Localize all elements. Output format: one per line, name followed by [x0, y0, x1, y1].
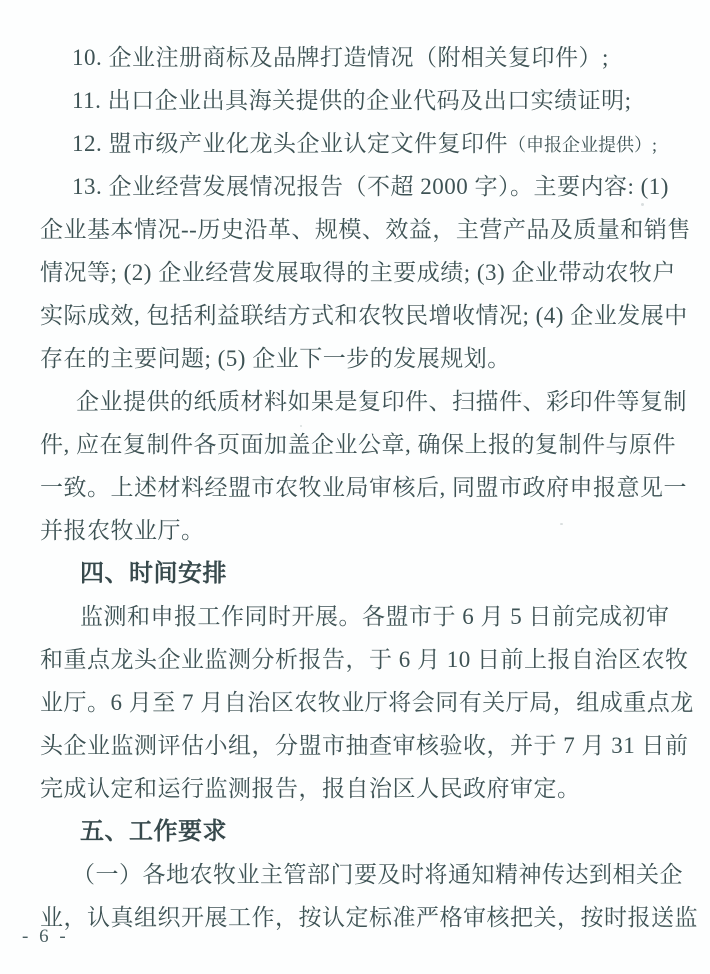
paragraph-line: 实际成效, 包括利益联结方式和农牧民增收情况; (4) 企业发展中 [40, 303, 688, 328]
paragraph-line: 件, 应在复制件各页面加盖企业公章, 确保上报的复制件与原件 [40, 432, 676, 457]
scan-speckle [300, 425, 302, 427]
list-item-12-note: （申报企业提供）; [508, 135, 658, 155]
list-item-11: 11. 出口企业出具海关提供的企业代码及出口实绩证明; [72, 88, 632, 113]
list-item-10: 10. 企业注册商标及品牌打造情况（附相关复印件）; [72, 45, 609, 70]
paragraph-line: 业厅。6 月至 7 月自治区农牧业厅将会同有关厅局，组成重点龙 [40, 690, 694, 715]
paragraph-line: 存在的主要问题; (5) 企业下一步的发展规划。 [40, 346, 511, 371]
section-heading-5-work-requirements: 五、工作要求 [80, 818, 227, 845]
list-item-13: 13. 企业经营发展情况报告（不超 2000 字）。主要内容: (1) [72, 174, 669, 199]
page-number: - 6 - [22, 926, 69, 947]
document-text-block [40, 36, 698, 939]
paragraph-line: 头企业监测评估小组，分盟市抽查审核验收，并于 7 月 31 日前 [40, 733, 689, 758]
paragraph-line: 企业提供的纸质材料如果是复印件、扫描件、彩印件等复制 [76, 389, 687, 414]
paragraph-line: （一）各地农牧业主管部门要及时将通知精神传达到相关企 [72, 862, 683, 887]
list-item-12-main: 12. 盟市级产业化龙头企业认定文件复印件 [72, 131, 508, 156]
paragraph-line: 完成认定和运行监测报告，报自治区人民政府审定。 [40, 776, 581, 801]
section-heading-4-time-arrangement: 四、时间安排 [80, 560, 227, 587]
list-item-12 [40, 122, 676, 165]
paragraph-line: 情况等; (2) 企业经营发展取得的主要成绩; (3) 企业带动农牧户 [40, 260, 676, 285]
scan-speckle [520, 392, 522, 394]
paragraph-line: 一致。上述材料经盟市农牧业局审核后, 同盟市政府申报意见一 [40, 475, 687, 500]
paragraph-line: 和重点龙头企业监测分析报告，于 6 月 10 日前上报自治区农牧 [40, 647, 689, 672]
scan-speckle [560, 523, 563, 525]
paragraph-line: 并报农牧业厅。 [40, 518, 205, 543]
paragraph-line: 监测和申报工作同时开展。各盟市于 6 月 5 日前完成初审 [80, 604, 670, 629]
paragraph-line: 业，认真组织开展工作，按认定标准严格审核把关，按时报送监 [40, 905, 698, 930]
paragraph-line: 企业基本情况--历史沿革、规模、效益，主营产品及质量和销售 [40, 217, 691, 242]
scan-speckle [641, 203, 644, 206]
